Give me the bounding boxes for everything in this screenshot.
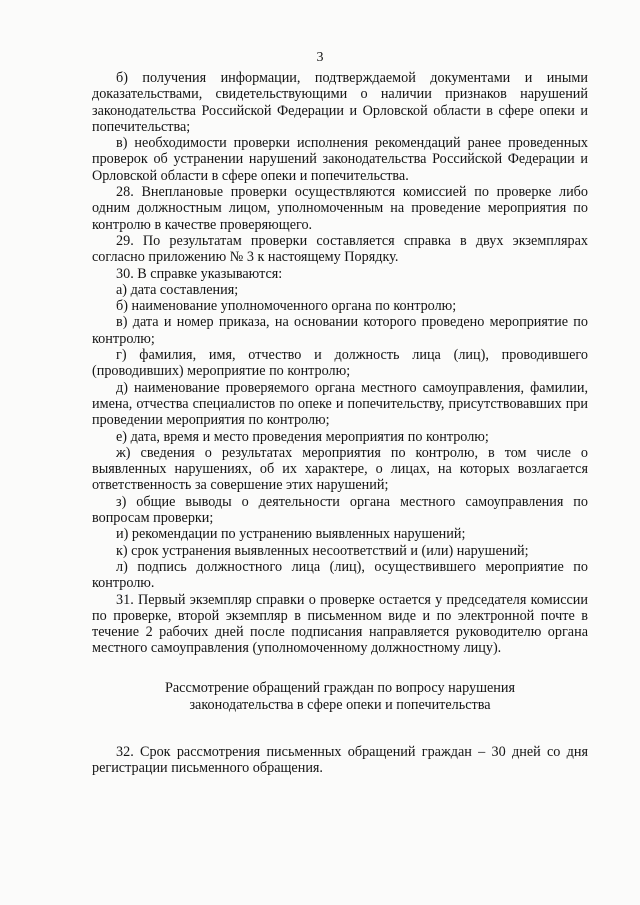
section-heading-line-2: законодательства в сфере опеки и попечительства	[189, 696, 491, 713]
list-item-z: з) общие выводы о деятельности органа местного самоуправления по вопросам проверки;	[92, 493, 588, 527]
list-item-g: г) фамилия, имя, отчество и должность лица (лиц), проводившего (проводивших) мероприятие по контролю;	[92, 347, 588, 380]
list-item-zh: ж) сведения о результатах мероприятия по контролю, в том числе о выявленных нарушениях, об их характере, о лицах, на которых возлагается ответственность за совершение этих нарушений;	[92, 444, 588, 494]
paragraph-30: 30. В справке указываются:	[116, 265, 283, 282]
paragraph-27v: в) необходимости проверки исполнения рекомендаций ранее проведенных проверок об устранении нарушений законодательства Российской Федерации и Орловской области в сфере опеки и попечительства.	[92, 135, 588, 184]
list-item-b: б) наименование уполномоченного органа по контролю;	[116, 298, 457, 315]
list-item-d: д) наименование проверяемого органа местного самоуправления, фамилии, имена, отчества специалистов по опеке и попечительству, присутствовавших при проведении мероприятия по контролю;	[92, 379, 588, 429]
paragraph-28: 28. Внеплановые проверки осуществляются комиссией по проверке либо одним должностным лицом, уполномоченным на проведение мероприятия по контролю в качестве проверяющего.	[92, 184, 588, 233]
paragraph-27b: б) получения информации, подтверждаемой документами и иными доказательствами, свидетельствующими о наличии признаков нарушений законодательства Российской Федерации и Орловской области в сфере опеки и попечительства;	[92, 70, 588, 135]
paragraph-32: 32. Срок рассмотрения письменных обращений граждан – 30 дней со дня регистрации письменного обращения.	[92, 743, 588, 776]
document-body	[92, 70, 588, 776]
paragraph-31: 31. Первый экземпляр справки о проверке остается у председателя комиссии по проверке, второй экземпляр в письменном виде и по электронной почте в течение 2 рабочих дней после подписания направляется руководителю органа местного самоуправления (уполномоченному должностному лицу).	[92, 591, 588, 657]
list-item-l: л) подпись должностного лица (лиц), осуществившего мероприятие по контролю.	[92, 558, 588, 592]
list-item-v: в) дата и номер приказа, на основании которого проведено мероприятие по контролю;	[92, 314, 588, 347]
paragraph-29: 29. По результатам проверки составляется справка в двух экземплярах согласно приложению № 3 к настоящему Порядку.	[92, 232, 588, 266]
list-item-i: и) рекомендации по устранению выявленных нарушений;	[116, 526, 466, 543]
page-number: 3	[316, 50, 324, 65]
list-item-e: е) дата, время и место проведения мероприятия по контролю;	[116, 428, 489, 445]
list-item-a: а) дата составления;	[116, 281, 239, 298]
list-item-k: к) срок устранения выявленных несоответствий и (или) нарушений;	[116, 542, 529, 559]
section-heading-line-1: Рассмотрение обращений граждан по вопросу нарушения	[164, 679, 515, 696]
